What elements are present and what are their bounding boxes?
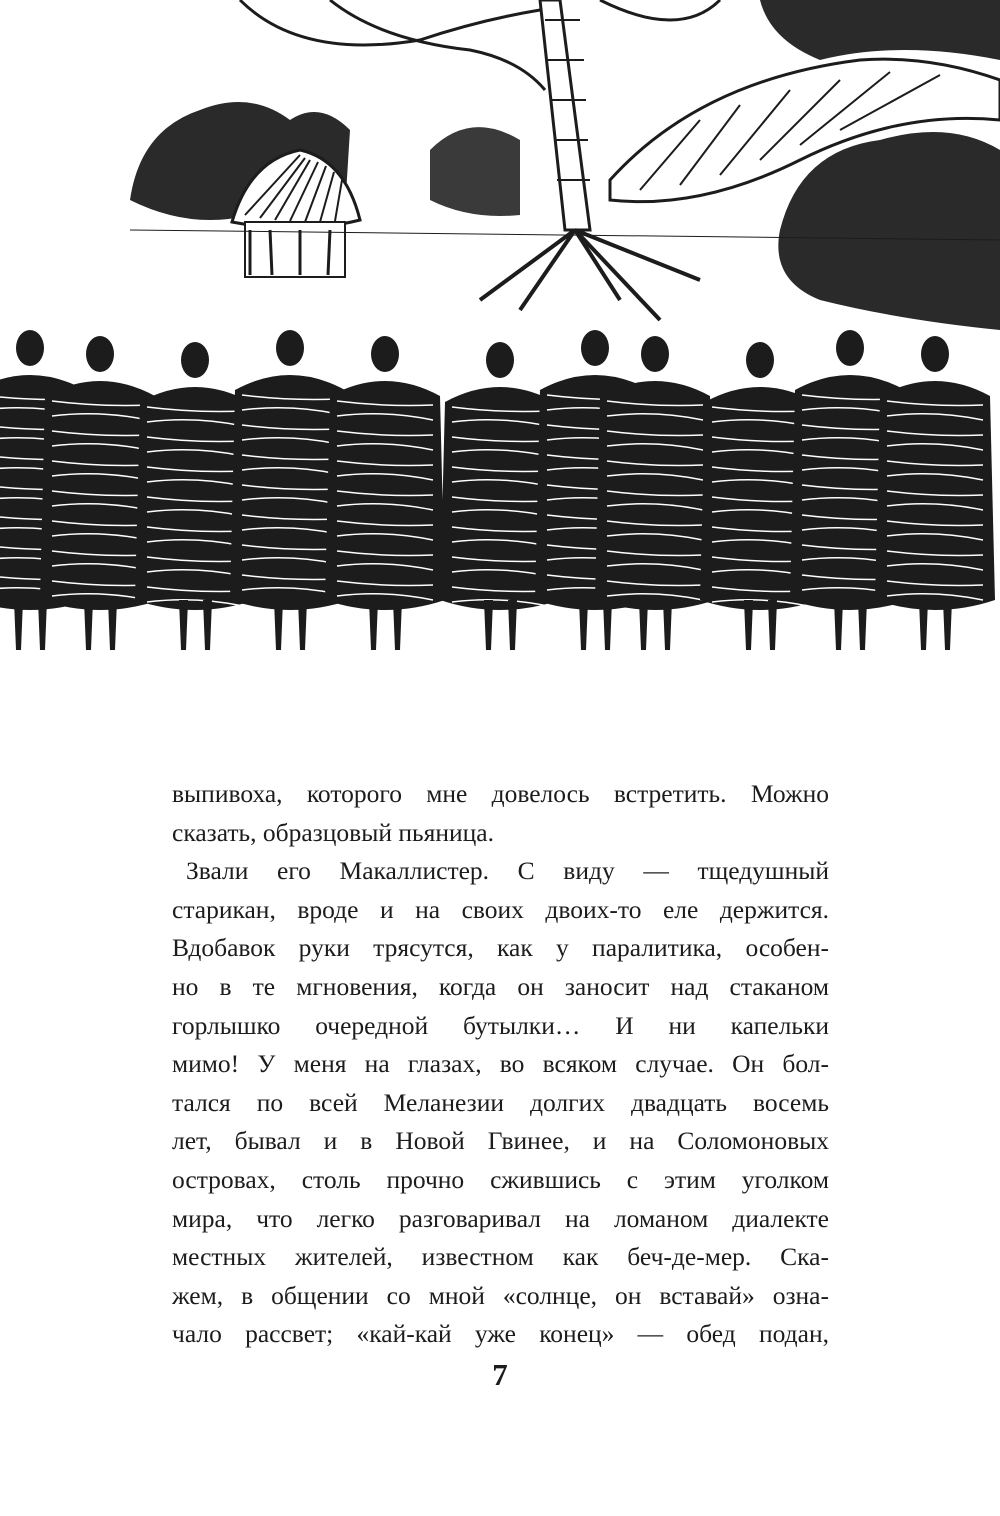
text-line: Вдобавок руки трясутся, как у паралитика, особен- [172, 933, 829, 963]
text-line: мира, что легко разговаривал на ломаном диалекте [172, 1203, 829, 1233]
background-vegetation [130, 0, 1000, 330]
text-line: тался по всей Меланезии долгих двадцать восемь [172, 1087, 829, 1117]
text-line: выпивоха, которого мне довелось встретить. Можно [172, 779, 829, 808]
row-of-villagers [0, 330, 995, 650]
text-line: горлышко очередной бутылки… И ни капельки [172, 1010, 829, 1040]
text-line: но в те мгновения, когда он заносит над стаканом [172, 971, 829, 1001]
villager-figure [325, 336, 445, 650]
text-line: сказать, образцовый пьяница. [172, 817, 494, 847]
text-line: старикан, вроде и на своих двоих-то еле держится. [172, 894, 829, 924]
villager-figure [875, 336, 995, 650]
text-line: Звали его Макаллистер. С виду — тщедушный [186, 856, 829, 886]
text-line: островах, столь прочно сжившись с этим уголком [172, 1164, 829, 1194]
text-line: мимо! У меня на глазах, во всяком случае. Он бол- [172, 1049, 829, 1079]
text-line: чало рассвет; «кай-кай уже конец» — обед подан, [172, 1319, 829, 1349]
paragraph-macallister [172, 852, 829, 1354]
body-text [172, 775, 829, 1354]
text-line: лет, бывал и в Новой Гвинее, и на Соломоновых [172, 1126, 829, 1156]
text-line: местных жителей, известном как беч-де-мер. Ска- [172, 1242, 829, 1272]
paragraph-continued [172, 775, 829, 852]
page-number: 7 [492, 1357, 508, 1392]
text-line: жем, в общении со мной «солнце, он вставай» озна- [172, 1280, 829, 1310]
illustration-villagers-palms [0, 0, 1000, 680]
